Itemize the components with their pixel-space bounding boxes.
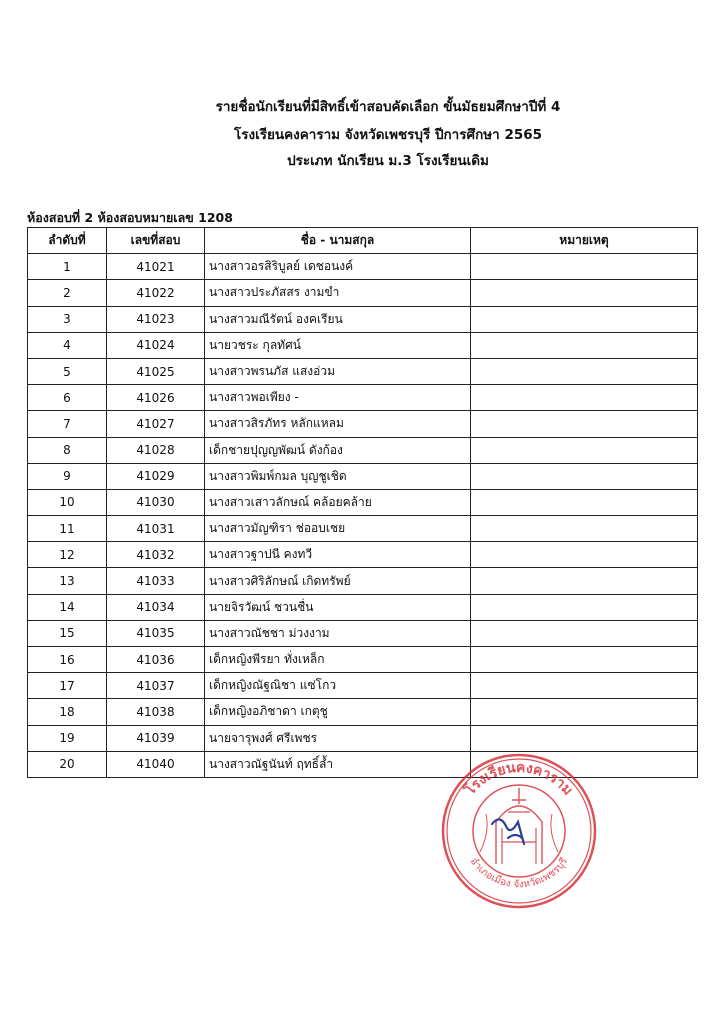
row-student-name: นายวชระ กุลทัศน์	[205, 332, 471, 358]
table-row	[28, 306, 698, 332]
table-row	[28, 516, 698, 542]
row-number: 15	[28, 620, 107, 646]
row-student-name: เด็กหญิงณัฐณิชา แซ่โกว	[205, 673, 471, 699]
row-student-name: นางสาวมณีรัตน์ องคเรียน	[205, 306, 471, 332]
row-number: 3	[28, 306, 107, 332]
row-note	[471, 463, 698, 489]
row-number: 16	[28, 647, 107, 673]
row-exam-id: 41035	[107, 620, 205, 646]
row-note	[471, 699, 698, 725]
row-exam-id: 41027	[107, 411, 205, 437]
table-row	[28, 542, 698, 568]
document-title-line-2: โรงเรียนคงคาราม จังหวัดเพชรบุรี ปีการศึกษา 2565	[233, 127, 543, 143]
row-exam-id: 41022	[107, 280, 205, 306]
table-row	[28, 437, 698, 463]
row-student-name: นายจารุพงศ์ ศรีเพชร	[205, 725, 471, 751]
table-row	[28, 620, 698, 646]
row-note	[471, 437, 698, 463]
school-seal	[440, 752, 598, 910]
row-exam-id: 41025	[107, 358, 205, 384]
header-no: ลำดับที่	[28, 228, 107, 254]
row-exam-id: 41030	[107, 489, 205, 515]
row-note	[471, 673, 698, 699]
seal-text-bottom: อำเภอเมือง จังหวัดเพชรบุรี	[467, 856, 571, 891]
row-note	[471, 725, 698, 751]
row-exam-id: 41021	[107, 254, 205, 280]
row-number: 5	[28, 358, 107, 384]
table-row	[28, 699, 698, 725]
row-exam-id: 41039	[107, 725, 205, 751]
row-number: 12	[28, 542, 107, 568]
row-number: 10	[28, 489, 107, 515]
row-number: 20	[28, 751, 107, 777]
row-number: 6	[28, 385, 107, 411]
row-exam-id: 41033	[107, 568, 205, 594]
row-exam-id: 41028	[107, 437, 205, 463]
row-number: 18	[28, 699, 107, 725]
row-student-name: นางสาวฐาปนี คงทวี	[205, 542, 471, 568]
row-note	[471, 516, 698, 542]
table-row	[28, 647, 698, 673]
row-note	[471, 489, 698, 515]
row-note	[471, 254, 698, 280]
student-roster-table	[27, 227, 698, 778]
table-row	[28, 568, 698, 594]
row-exam-id: 41032	[107, 542, 205, 568]
row-number: 11	[28, 516, 107, 542]
row-note	[471, 280, 698, 306]
row-student-name: นางสาวมัญฑิรา ช่ออบเชย	[205, 516, 471, 542]
row-student-name: นางสาวพรนภัส แสงอ่วม	[205, 358, 471, 384]
row-exam-id: 41024	[107, 332, 205, 358]
table-row	[28, 385, 698, 411]
document-title-line-1: รายชื่อนักเรียนที่มีสิทธิ์เข้าสอบคัดเลือก ขั้นมัธยมศึกษาปีที่ 4	[215, 99, 561, 115]
row-exam-id: 41036	[107, 647, 205, 673]
row-note	[471, 620, 698, 646]
row-exam-id: 41034	[107, 594, 205, 620]
row-student-name: นายจิรวัฒน์ ชวนชื่น	[205, 594, 471, 620]
row-student-name: นางสาวศิริลักษณ์ เกิดทรัพย์	[205, 568, 471, 594]
row-number: 1	[28, 254, 107, 280]
table-row	[28, 411, 698, 437]
row-exam-id: 41029	[107, 463, 205, 489]
table-row	[28, 332, 698, 358]
row-number: 4	[28, 332, 107, 358]
table-row	[28, 358, 698, 384]
table-row	[28, 280, 698, 306]
table-row	[28, 673, 698, 699]
row-note	[471, 358, 698, 384]
exam-room-label: ห้องสอบที่ 2 ห้องสอบหมายเลข 1208	[27, 210, 233, 225]
header-exam-id: เลขที่สอบ	[107, 228, 205, 254]
row-number: 8	[28, 437, 107, 463]
signature-mark	[492, 819, 524, 844]
row-note	[471, 306, 698, 332]
table-row	[28, 463, 698, 489]
row-student-name: นางสาวณัฐนันท์ ฤทธิ์ล้ำ	[205, 751, 471, 777]
table-row	[28, 725, 698, 751]
row-number: 19	[28, 725, 107, 751]
row-note	[471, 568, 698, 594]
document-title-line-3: ประเภท นักเรียน ม.3 โรงเรียนเดิม	[287, 153, 489, 169]
row-student-name: นางสาวเสาวลักษณ์ คล้อยคล้าย	[205, 489, 471, 515]
row-note	[471, 411, 698, 437]
row-student-name: เด็กชายปุญญพัฒน์ ดังก้อง	[205, 437, 471, 463]
row-exam-id: 41026	[107, 385, 205, 411]
row-note	[471, 594, 698, 620]
row-note	[471, 542, 698, 568]
row-number: 2	[28, 280, 107, 306]
row-number: 17	[28, 673, 107, 699]
row-number: 9	[28, 463, 107, 489]
row-student-name: เด็กหญิงพีรยา ทั่งเหล็ก	[205, 647, 471, 673]
row-exam-id: 41031	[107, 516, 205, 542]
row-student-name: นางสาวอรสิริบูลย์ เดชอนงค์	[205, 254, 471, 280]
row-student-name: เด็กหญิงอภิชาดา เกตุชู	[205, 699, 471, 725]
table-row	[28, 489, 698, 515]
row-student-name: นางสาวพอเพียง -	[205, 385, 471, 411]
row-exam-id: 41023	[107, 306, 205, 332]
row-note	[471, 385, 698, 411]
seal-text-top: โรงเรียนคงคาราม	[462, 759, 576, 799]
row-number: 13	[28, 568, 107, 594]
table-row	[28, 254, 698, 280]
header-note: หมายเหตุ	[471, 228, 698, 254]
header-name: ชื่อ - นามสกุล	[205, 228, 471, 254]
row-note	[471, 647, 698, 673]
table-row	[28, 594, 698, 620]
row-exam-id: 41040	[107, 751, 205, 777]
row-exam-id: 41037	[107, 673, 205, 699]
table-header-row	[28, 228, 698, 254]
row-student-name: นางสาวประภัสสร งามขำ	[205, 280, 471, 306]
row-student-name: นางสาวพิมพ์กมล บุญชูเชิด	[205, 463, 471, 489]
row-number: 7	[28, 411, 107, 437]
row-note	[471, 332, 698, 358]
row-student-name: นางสาวณัชชา ม่วงงาม	[205, 620, 471, 646]
row-exam-id: 41038	[107, 699, 205, 725]
row-number: 14	[28, 594, 107, 620]
row-student-name: นางสาวสิรภัทร หลักแหลม	[205, 411, 471, 437]
